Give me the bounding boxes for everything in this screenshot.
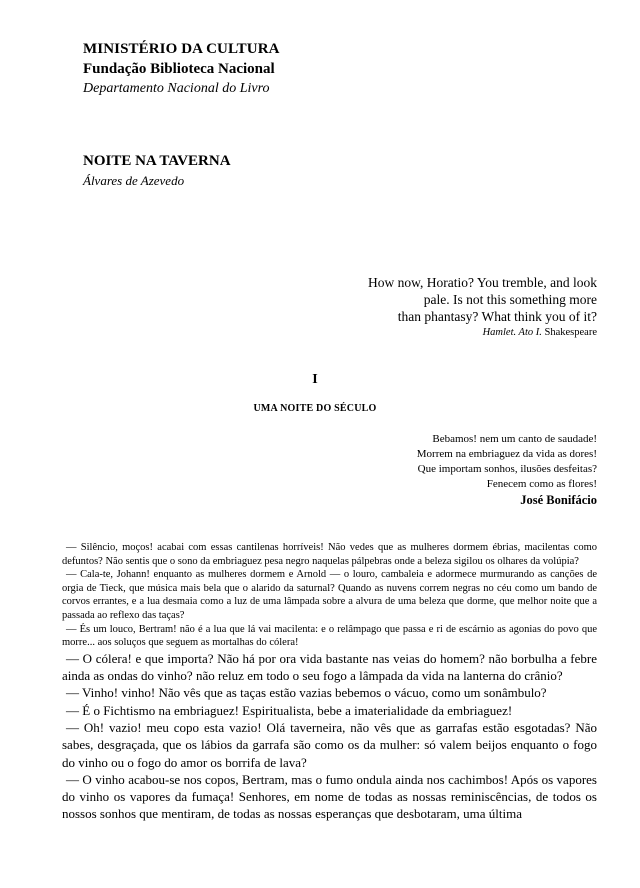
epigraph-bonifacio [297, 432, 597, 508]
department-heading: Departamento Nacional do Livro [83, 81, 270, 96]
epigraph-line: pale. Is not this something more [423, 292, 597, 307]
epigraph-source-author: Shakespeare [544, 327, 597, 338]
paragraph: — Silêncio, moços! acabai com essas cantilenas horríveis! Não vedes que as mulheres dormem ébrias, macilentas como defuntos? Não sentis que o sono da embriaguez pesa negro naquelas pálpebras onde a beleza sigilou os olhares da volúpia? [62, 542, 597, 567]
epigraph-line: Bebamos! nem um canto de saudade! [432, 433, 597, 445]
work-author: Álvares de Azevedo [83, 173, 185, 188]
paragraph: — És um louco, Bertram! não é a lua que lá vai macilenta: e o relâmpago que passa e ri de escárnio as agonias do povo que morre... aos soluços que seguem as mortalhas do cólera! [62, 623, 597, 649]
paragraph: — É o Fichtismo na embriaguez! Espiritualista, bebe a imaterialidade da embriaguez! [66, 702, 513, 718]
chapter-number: I [312, 372, 318, 387]
epigraph-source: José Bonifácio [520, 493, 597, 507]
paragraph: — Cala-te, Johann! enquanto as mulheres dormem e Arnold — o louro, cambaleia e adormece murmurando as canções de orgia de Tieck, que música mais bela que o alarido da saturnal? Quando as nuvens correm negras no céu como um bando de corvos errantes, e a lua desmaia como a luz de uma lâmpada sobre a alvura de uma beleza que dorme, que melhor noite que a passada ao reflexo das taças? [62, 569, 597, 621]
epigraph-source-work: Hamlet. Ato I. [482, 327, 542, 338]
work-title: NOITE NA TAVERNA [83, 153, 231, 169]
chapter-body [62, 541, 597, 823]
foundation-heading: Fundação Biblioteca Nacional [83, 61, 275, 77]
epigraph-source [297, 326, 597, 340]
epigraph-line: Morrem na embriaguez da vida as dores! [416, 448, 597, 460]
epigraph-line: than phantasy? What think you of it? [397, 309, 597, 324]
epigraph-line: How now, Horatio? You tremble, and look [368, 275, 597, 290]
paragraph: — Vinho! vinho! Não vês que as taças estão vazias bebemos o vácuo, como um sonâmbulo? [66, 685, 547, 701]
epigraph-shakespeare [297, 274, 597, 340]
paragraph: — O cólera! e que importa? Não há por ora vida bastante nas veias do homem? não borbulha a febre ainda as ondas do vinho? não reluz em todo o seu fogo a lâmpada da vida na lanterna do crânio? [62, 650, 597, 684]
epigraph-line: Fenecem como as flores! [486, 478, 597, 490]
chapter-title: UMA NOITE DO SÉCULO [253, 403, 377, 414]
epigraph-line: Que importam sonhos, ilusões desfeitas? [417, 463, 597, 475]
paragraph: — O vinho acabou-se nos copos, Bertram, mas o fumo ondula ainda nos cachimbos! Após os vapores do vinho os vapores da fumaça! Senhores, em nome de todas as nossas reminiscências, de todos os nossos sonhos que mentiram, de todas as nossas esperanças que desbotaram, uma última [62, 771, 597, 822]
ministry-heading: MINISTÉRIO DA CULTURA [83, 41, 280, 57]
paragraph: — Oh! vazio! meu copo esta vazio! Olá taverneira, não vês que as garrafas estão esgotadas? Não sabes, desgraçada, que os lábios da garrafa são como os da mulher: só valem beijos enquanto o fogo do vinho ou o fogo do amor os borrifa de lava? [62, 719, 597, 770]
